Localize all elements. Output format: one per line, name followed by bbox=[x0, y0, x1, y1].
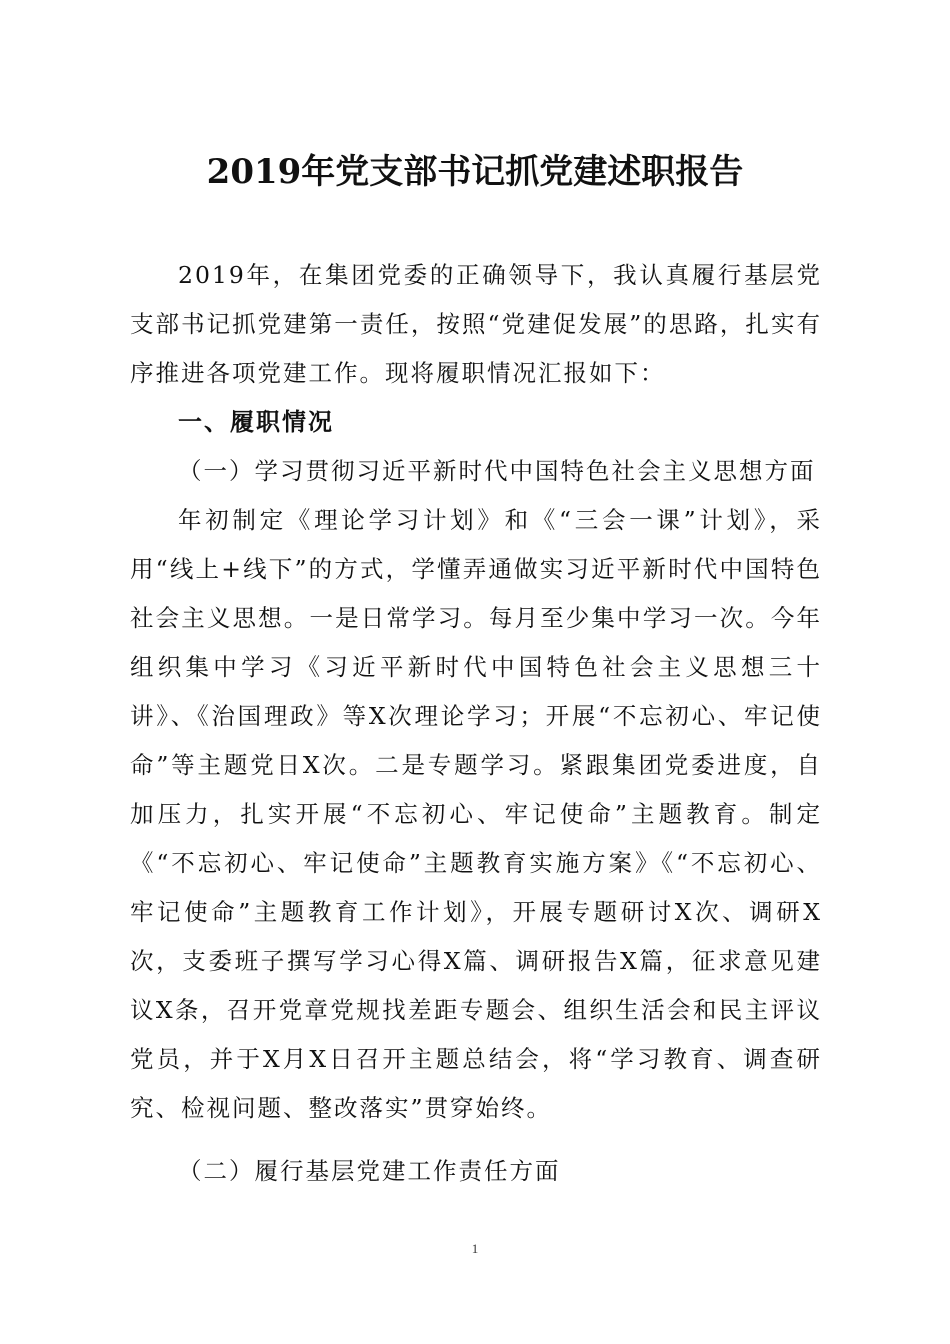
study-paragraph-block bbox=[130, 496, 822, 1133]
section-heading-performance: 一、履职情况 bbox=[178, 408, 334, 436]
study-paragraph: 年初制定《理论学习计划》和《“三会一课”计划》，采用“线上+线下”的方式，学懂弄通做实习近平新时代中国特色社会主义思想。一是日常学习。每月至少集中学习一次。今年组织集中学习《习近平新时代中国特色社会主义思想三十讲》、《治国理政》等X次理论学习；开展“不忘初心、牢记使命”等主题党日X次。二是专题学习。紧跟集团党委进度，自加压力，扎实开展“不忘初心、牢记使命”主题教育。制定《“不忘初心、牢记使命”主题教育实施方案》《“不忘初心、牢记使命”主题教育工作计划》，开展专题研讨X次、调研X次，支委班子撰写学习心得X篇、调研报告X篇，征求意见建议X条，召开党章党规找差距专题会、组织生活会和民主评议党员，并于X月X日召开主题总结会，将“学习教育、调查研究、检视问题、整改落实”贯穿始终。 bbox=[130, 506, 822, 1122]
page-number: 1 bbox=[471, 1241, 479, 1256]
document-title: 2019年党支部书记抓党建述职报告 bbox=[206, 152, 744, 192]
subsection-heading-responsibility: （二）履行基层党建工作责任方面 bbox=[178, 1157, 561, 1185]
subsection-heading-study: （一）学习贯彻习近平新时代中国特色社会主义思想方面 bbox=[178, 457, 816, 485]
intro-paragraph: 2019年，在集团党委的正确领导下，我认真履行基层党支部书记抓党建第一责任，按照“党建促发展”的思路，扎实有序推进各项党建工作。现将履职情况汇报如下： bbox=[130, 261, 822, 387]
intro-paragraph-block bbox=[130, 251, 822, 398]
